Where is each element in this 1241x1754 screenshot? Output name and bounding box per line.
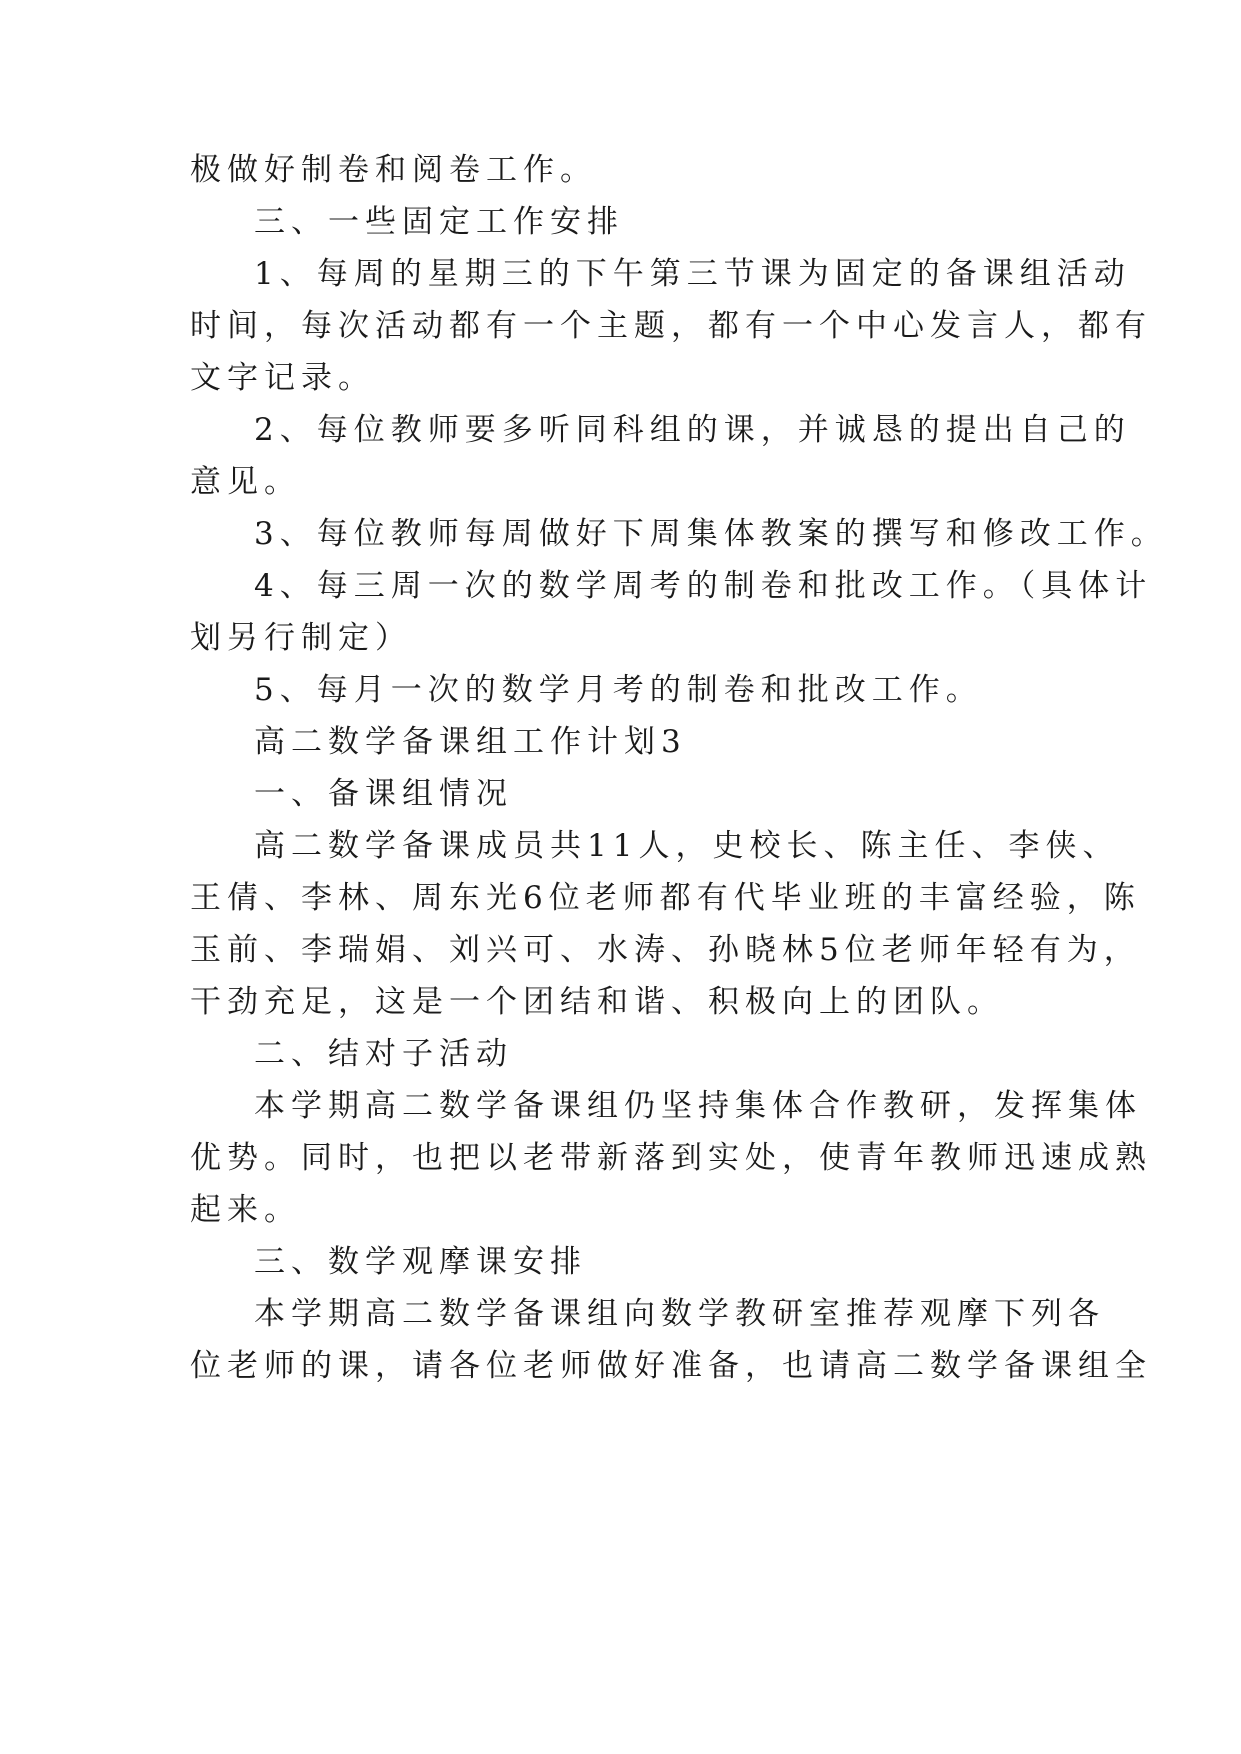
paragraph-start: 本学期高二数学备课组向数学教研室推荐观摩下列各 bbox=[254, 1296, 1105, 1332]
body-line: 划另行制定） bbox=[190, 620, 412, 656]
section-heading: 二、结对子活动 bbox=[254, 1036, 513, 1072]
body-line: 王倩、李林、周东光6位老师都有代毕业班的丰富经验，陈 bbox=[190, 880, 1141, 916]
paragraph-start: 高二数学备课成员共11人，史校长、陈主任、李侠、 bbox=[254, 828, 1120, 864]
body-line: 干劲充足，这是一个团结和谐、积极向上的团队。 bbox=[190, 984, 1004, 1020]
list-item: 4、每三周一次的数学周考的制卷和批改工作。（具体计 bbox=[254, 568, 1153, 604]
body-line: 时间，每次活动都有一个主题，都有一个中心发言人，都有 bbox=[190, 308, 1152, 344]
section-heading: 三、一些固定工作安排 bbox=[254, 204, 624, 240]
body-line: 意见。 bbox=[190, 464, 301, 500]
list-item: 3、每位教师每周做好下周集体教案的撰写和修改工作。 bbox=[254, 516, 1168, 552]
body-line: 极做好制卷和阅卷工作。 bbox=[190, 152, 597, 188]
list-item: 2、每位教师要多听同科组的课，并诚恳的提出自己的 bbox=[254, 412, 1131, 448]
section-heading: 一、备课组情况 bbox=[254, 776, 513, 812]
paragraph-start: 本学期高二数学备课组仍坚持集体合作教研，发挥集体 bbox=[254, 1088, 1142, 1124]
body-line: 文字记录。 bbox=[190, 360, 375, 396]
body-line: 起来。 bbox=[190, 1192, 301, 1228]
section-heading: 三、数学观摩课安排 bbox=[254, 1244, 587, 1280]
list-item: 5、每月一次的数学月考的制卷和批改工作。 bbox=[254, 672, 983, 708]
body-line: 优势。同时，也把以老带新落到实处，使青年教师迅速成熟 bbox=[190, 1140, 1152, 1176]
body-line: 位老师的课，请各位老师做好准备，也请高二数学备课组全 bbox=[190, 1348, 1152, 1384]
list-item: 1、每周的星期三的下午第三节课为固定的备课组活动 bbox=[254, 256, 1131, 292]
document-title: 高二数学备课组工作计划3 bbox=[254, 724, 687, 760]
body-line: 玉前、李瑞娟、刘兴可、水涛、孙晓林5位老师年轻有为， bbox=[190, 932, 1141, 968]
